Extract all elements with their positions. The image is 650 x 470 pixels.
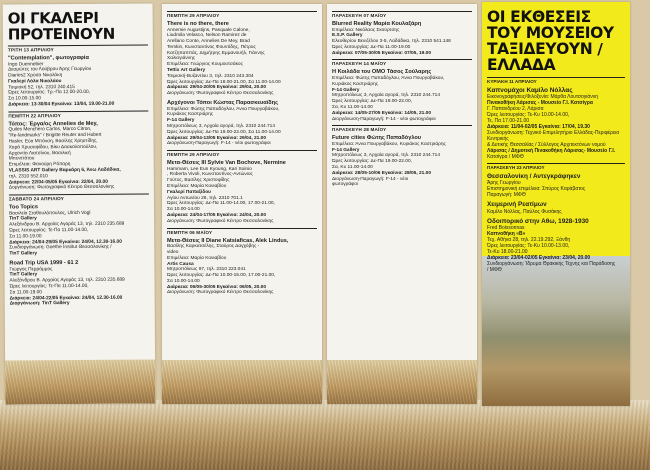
date-section bbox=[332, 11, 472, 56]
exhibition-detail: Μητροπόλεως 3, Αρχαία αγορά, τηλ. 2310 244.714 bbox=[332, 153, 441, 159]
exhibition-detail: F-14 Gallery bbox=[332, 87, 360, 93]
exhibition-detail: Διοργάνωση-Παραγωγή: F-14 - νέοι φωτογράφοι bbox=[332, 116, 436, 122]
date-section bbox=[8, 45, 148, 109]
exhibition-detail: Ώρες λειτουργίας: Τε-Κυ 10.00-14.00, bbox=[487, 112, 570, 119]
date-header: ΠΕΜΠΤΗ 29 ΑΠΡΙΛΙΟΥ bbox=[167, 11, 317, 18]
exhibition-detail: φωτογράφοι bbox=[332, 182, 359, 188]
exhibition-detail: Διάρκεια: 14/05-27/05 Εγκαίνια: 14/05, 21.00 bbox=[332, 110, 432, 116]
exhibition-detail: Σα, Κυ 11.00-14.00 bbox=[332, 165, 373, 171]
exhibition-detail: Δοργάνωση: Φωτογραφικό Κέντρο Θεσσαλονίκης bbox=[8, 185, 115, 191]
exhibition-detail: Διάρκεια: 22/04-05/05 Εγκαίνια: 22/04, 20.00 bbox=[8, 179, 108, 186]
exhibition-detail: Διάρκεια: 28/05-10/06 Εγκαίνια: 28/05, 21.00 bbox=[332, 170, 432, 176]
panel-1-content bbox=[3, 3, 155, 311]
exhibition-detail: Σα 10.00-14.00 bbox=[167, 278, 200, 284]
exhibition-title: Χειμερινή Ρεατίμων bbox=[487, 201, 547, 209]
panel-april-may-exhibitions bbox=[162, 4, 322, 404]
exhibition-detail: Επιμέλεια: Φώτης Παπαδόγλου, Άννα Πουργαβάκου, bbox=[167, 106, 280, 112]
exhibition-detail: Διοργάνωση: Φωτογραφικό Κέντρο Θεσσαλονίκης bbox=[167, 91, 274, 97]
panel-title-line: ΕΛΛΑΔΑ bbox=[487, 56, 556, 74]
exhibition-detail: Ώρες λειτουργίας: Τρ.-Πα 12.00-20.00, bbox=[8, 90, 91, 96]
panel-title-line: ΟΙ ΓΚΑΛΕΡΙ bbox=[7, 8, 99, 28]
exhibition-title: Future cities Φώτης Παπαδόγλου bbox=[332, 135, 422, 142]
exhibition-detail: Επιμέλεια: Μαρία Κονιαβίου bbox=[167, 184, 227, 190]
exhibition-detail: Διάρκεια: 24/04-22/05 Εγκαίνια: 24/04, 12.30-16.00 bbox=[9, 295, 123, 301]
exhibition-title: Too Topics bbox=[9, 204, 39, 211]
exhibition-detail: Δεσμώτες του Λούβρου Άρης Γεωργίου bbox=[8, 67, 92, 73]
exhibition-detail: Επιμέλεια: Νικόλαος Σκούρτσης bbox=[332, 27, 400, 33]
exhibition-detail: Επιμέλεια: Φανούρη Ρόπαρη bbox=[8, 162, 71, 168]
exhibition-entry bbox=[332, 135, 472, 188]
exhibition-detail: Λάρισας / Δημοτική Πινακοθήκη Λάρισας- Μουσείο Γ.Ι. bbox=[487, 148, 616, 155]
panel-3-content bbox=[327, 4, 477, 192]
exhibition-entry bbox=[167, 21, 317, 97]
exhibition-detail: Διάρκεια: 06/05-30/05 Εγκαίνια: 06/05, 20.00 bbox=[167, 284, 267, 290]
exhibition-detail: Αρχοντία Λιατσίνου, Βασιλική bbox=[8, 150, 71, 157]
date-section bbox=[487, 163, 625, 273]
exhibition-title: There is no there, there bbox=[167, 21, 229, 27]
exhibition-entry bbox=[332, 21, 472, 56]
exhibition-title: Οδοιπορικό στην Αθω, 1928-1930 bbox=[487, 217, 589, 225]
exhibition-entry bbox=[9, 204, 149, 258]
exhibition-detail: Μπενετάτου bbox=[8, 156, 35, 162]
exhibition-detail: Τσιμισκή 52, τηλ. 2310 240.415 bbox=[8, 84, 75, 91]
exhibition-detail: Γιώργος Περράμμος bbox=[9, 266, 53, 273]
exhibition-detail: Γκαλερί Λόλα Νικολάου bbox=[8, 79, 62, 85]
exhibition-entry bbox=[8, 120, 148, 191]
exhibition-detail: Ώρες λειτουργίας: Δε-Πα 10.00-15.00, 17.00-21.00, bbox=[167, 273, 276, 279]
exhibition-entry bbox=[167, 160, 317, 224]
panel-galleries-recommend bbox=[3, 3, 156, 404]
exhibition-detail: Παραγωγή: ΜΦΘ bbox=[487, 192, 526, 199]
wheat-photo-strip bbox=[5, 359, 155, 404]
exhibition-detail: Βασιλεία Σταθουλόπουλος, Ulrich Vogl bbox=[9, 210, 91, 217]
wheat-photo-strip bbox=[327, 360, 477, 404]
exhibition-detail: Διάρκεια: 23/04-02/05 Εγκαίνια: 23/04, 20.00 bbox=[487, 254, 591, 261]
date-section bbox=[487, 77, 625, 160]
date-header: ΠΕΜΠΤΗ 06 ΜΑΪΟΥ bbox=[167, 228, 317, 235]
exhibition-detail: Επιμέλεια: Άννα Πουργαβάκου, Κυριάκος Καστριάρης bbox=[332, 141, 446, 147]
date-header: ΠΕΜΠΤΗ 22 ΑΠΡΙΛΙΟΥ bbox=[8, 110, 148, 118]
exhibition-title: Μετα-Θέσεις III Sylvie Van Bochove, Nermine bbox=[167, 160, 286, 167]
exhibition-detail: Ώρες λειτουργίας: Τε-Κυ 10.00-13.00, bbox=[487, 242, 570, 249]
exhibition-detail: TinT Gallery bbox=[9, 251, 38, 257]
exhibition-title: Road Trip USA 1999 - 61 2 bbox=[9, 260, 79, 267]
exhibition-detail: Καμίλο Νόλλας, Παύλος Φυσάκης bbox=[487, 208, 562, 215]
exhibition-detail: Γ. Παπανδρέου 2, Λάρισα bbox=[487, 106, 544, 113]
exhibition-detail: Ώρες λειτουργίας: Δε-Πα 19.00-22.00, bbox=[332, 99, 412, 105]
exhibition-detail: Κατσίγρα / ΜΦΘ bbox=[487, 154, 524, 161]
exhibition-detail: Επιμέλεια: Γεώργιος Κουμουτσάκος bbox=[167, 62, 243, 68]
exhibition-detail: VLASSIS ART Gallery Βαρκάρη 6, Άνω Λαδάδικα, bbox=[8, 167, 121, 174]
exhibition-detail: Συνδιοργάνωση: Ίδρυμα Θρακικής Τέχνης και Παράδοσης bbox=[487, 260, 616, 267]
panel-title bbox=[8, 10, 148, 43]
exhibition-detail: Αλεξάνδρου Β. Αρχαίας Αγοράς 13, τηλ. 2310 235.689 bbox=[9, 221, 125, 228]
exhibition-title: Blurred Reality Μαρία Κουλαξάρη bbox=[332, 21, 422, 27]
exhibition-entry bbox=[487, 218, 625, 273]
exhibition-detail: Fred Boissonnas bbox=[487, 224, 525, 231]
date-section bbox=[8, 110, 149, 191]
exhibition-detail: Αλεξάνδρου Β. Αρχαίας Αγοράς 13, τηλ. 2310 235.689 bbox=[9, 277, 125, 284]
exhibition-entry bbox=[9, 260, 149, 308]
exhibition-detail: τηλ. 2310 552.010 bbox=[8, 173, 48, 180]
exhibition-entry bbox=[332, 69, 472, 122]
exhibition-detail: Μητροπόλεως 97, τηλ. 2310 223.041 bbox=[167, 267, 246, 273]
exhibition-detail: Χαλιογιάννης bbox=[167, 56, 196, 62]
exhibition-title: Αρχέγονοι Τόποι Κώστας Παρασκευαϊδης bbox=[167, 100, 278, 107]
exhibition-detail: Τε, Πα 17.00-21.00 bbox=[487, 118, 530, 125]
exhibition-detail: Ώρες λειτουργίας: Τε-Πα 11.00-14.00, bbox=[9, 283, 89, 290]
date-section bbox=[332, 59, 472, 122]
exhibition-detail: Συνδιοργάνωση: Τεχνικό Επιμελητήριο Ελλάδας-Περιφέρεια Κεντρικής bbox=[487, 130, 620, 143]
exhibition-detail: Annemie Augustijns, Pasquale Calone, bbox=[167, 27, 250, 33]
background-wheat-field bbox=[0, 400, 650, 470]
panel-title-line: ΠΡΟΤΕΙΝΟΥΝ bbox=[7, 24, 115, 44]
exhibition-detail: Διάρκεια: 24/04-29/05 Εγκαίνια: 24/04, 12.30-16.00 bbox=[9, 239, 122, 246]
exhibition-detail: Tettix Art Gallery bbox=[167, 68, 206, 74]
exhibition-detail: Τε-Κυ 18.00-21.00 bbox=[487, 248, 528, 255]
date-section bbox=[167, 150, 317, 224]
panel-2-content bbox=[162, 4, 322, 300]
panel-title-line: ΤΑΞΙΔΕΥΟΥΝ / bbox=[487, 40, 603, 58]
exhibition-detail: Διάρκεια: 24/04-17/05 Εγκαίνια: 24/04, 20.00 bbox=[167, 213, 267, 219]
exhibition-detail: Ingo Duennebier bbox=[8, 61, 44, 67]
panel-4-content bbox=[482, 2, 630, 277]
exhibition-detail: Επιμέλεια: Φώτης Παπαδόγλου, Άννα Πουργαβάκου, bbox=[332, 75, 445, 81]
exhibition-detail: E.S.P. Gallery bbox=[332, 33, 363, 39]
exhibition-entry bbox=[487, 87, 625, 160]
date-section bbox=[167, 228, 317, 297]
date-header: ΠΑΡΑΣΚΕΥΗ 14 ΜΑΪΟΥ bbox=[332, 59, 472, 66]
exhibition-title: Μετα-Θέσεις II Diane Katsiaficas, Alek Lindus, bbox=[167, 237, 289, 244]
exhibition-detail: Σα 10.00-15.00 bbox=[8, 96, 41, 102]
exhibition-detail: Ώρες λειτουργίας: Δε-Πα 19.00-22.00, Σα 11.00-14.00 bbox=[167, 129, 281, 135]
exhibition-detail: Διοργάνωση: Φωτογραφικό Κέντρο Θεσσαλονίκης bbox=[167, 218, 274, 224]
exhibition-detail: Artis Causa bbox=[167, 261, 194, 267]
date-section bbox=[9, 194, 150, 308]
exhibition-detail: Επιστημονική επιμέλεια: Σπύρος Καράβατος bbox=[487, 186, 586, 193]
exhibition-entry bbox=[167, 238, 317, 297]
exhibition-detail: Χαρά Χρυσαφίδου, Βίκυ Δασκαλοπούλου, bbox=[8, 144, 98, 151]
exhibition-detail: Διάρκεια: 29/04-13/05 Εγκαίνια: 29/04, 21.00 bbox=[167, 135, 267, 141]
exhibition-detail: Τσιμισκή-Βυζαντίου 3, τηλ. 2310 243.304 bbox=[167, 73, 254, 79]
exhibition-detail: Ώρες λειτουργίας: Δε-Πα 18.00-21.00, Σα 11.00-14.00 bbox=[167, 79, 281, 85]
exhibition-detail: Διοργάνωση: TinT Gallery bbox=[9, 301, 70, 307]
panel-title bbox=[487, 9, 625, 73]
date-header: ΠΕΜΠΤΗ 29 ΑΠΡΙΛΙΟΥ bbox=[167, 150, 317, 157]
exhibition-detail: Συνδιοργάνωση: Goethe Institut Θεσσαλονίκης / bbox=[9, 245, 112, 251]
panel-traveling-exhibitions bbox=[482, 2, 630, 406]
exhibition-detail: Καπνοθήκη «Β» bbox=[487, 230, 526, 237]
exhibition-title: Η Κοιλάδα του ΟΜΟ Τάσος Σούλαρης bbox=[332, 69, 432, 76]
date-header: ΠΑΡΑΣΚΕΥΗ 28 ΜΑΪΟΥ bbox=[332, 125, 472, 132]
date-header: ΣΑΒΒΑΤΟ 24 ΑΠΡΙΛΙΟΥ bbox=[9, 194, 149, 202]
exhibition-detail: F-14 Gallery bbox=[332, 147, 360, 153]
exhibition-detail: Διάρκεια: 13-30/04 Εγκαίνια: 13/04, 19.00-21.00 bbox=[8, 101, 115, 108]
exhibition-detail: , Roberta Vivoli, Κωνσταντίνος-Αντώνιος bbox=[167, 172, 253, 178]
exhibition-detail: Liudmila Velasco, Nelson Ramirez de bbox=[167, 33, 247, 39]
panel-may-exhibitions bbox=[327, 4, 477, 404]
exhibition-title: "Contemplation", φωτογραφία bbox=[7, 54, 89, 62]
wheat-photo-strip bbox=[162, 360, 322, 404]
exhibition-detail: Κυριάκος Καστριάρης bbox=[167, 112, 214, 118]
exhibition-entry bbox=[8, 55, 148, 109]
exhibition-detail: Σα, Κυ 11.00-14.00 bbox=[332, 104, 373, 110]
date-header: ΤΡΙΤΗ 13 ΑΠΡΙΛΙΟΥ bbox=[8, 45, 148, 53]
exhibition-detail: Τεχ. Αθήνα 28, τηλ. 22.19.292, Ξάνθη bbox=[487, 236, 571, 243]
exhibition-detail: Αγίου Αντωνίου 26, τηλ. 2310 701.1 bbox=[167, 195, 243, 201]
exhibition-detail: Άρης Γεωργίου bbox=[487, 180, 521, 187]
exhibition-detail: Διοργάνωση-Παραγωγή: F-14 - νέοι φωτογράφοι bbox=[167, 141, 271, 147]
exhibition-detail: Εικονογραφήσεις/Φιλοξενία: Μάρθα Λουτσογιάννη bbox=[487, 94, 599, 101]
exhibition-detail: Διάρκεια: 07/05-30/05 Εγκαίνια: 07/05, 19.00 bbox=[332, 50, 432, 56]
exhibition-title: Θεσσαλονίκη / Αντεγκράφηκεν bbox=[487, 173, 581, 181]
exhibition-title: Τόπος: Έργα/ος Annelies de Mey, bbox=[8, 120, 98, 128]
exhibition-detail: Diaries2 Χρύσα Νικολάκη bbox=[8, 73, 63, 79]
exhibition-detail: / ΜΦΘ bbox=[487, 266, 502, 273]
exhibition-detail: Hasler, Εύα Μπόνση, Βασίλης Χρηστίδης, bbox=[8, 138, 98, 145]
exhibition-detail: Ελευθερίου Βενιζέλου 3-5, Λαδάδικα, τηλ. 2310 541.148 bbox=[332, 39, 451, 45]
exhibition-detail: Σα 10.00-14.00 bbox=[167, 207, 200, 213]
exhibition-detail: Γκαλερί Παπαξίδου bbox=[167, 189, 211, 195]
exhibition-detail: Temkin, Κωνσταντίνος Φουντίδης, Πέτρος bbox=[167, 44, 256, 50]
exhibition-detail: Σα 11.00-19.00 bbox=[9, 234, 42, 240]
date-section bbox=[332, 125, 472, 188]
exhibition-detail: Arellano Conte, Annelies De Mey, Brad bbox=[167, 39, 250, 45]
exhibition-detail: Διοργάνωση-Παραγωγή: F-14 - νέοι bbox=[332, 176, 409, 182]
exhibition-detail: TinT Gallery bbox=[9, 272, 38, 278]
exhibition-detail: Ώρες λειτουργίας: Δε-Πα 11.00-19.00 bbox=[332, 44, 411, 50]
exhibition-entry bbox=[487, 201, 625, 214]
exhibition-detail: Hammam, Lee Eun Kyoung, Kari Soinio bbox=[167, 166, 252, 172]
exhibition-detail: Διάρκεια: 29/04-20/05 Εγκαίνια: 29/04, 20.00 bbox=[167, 85, 267, 91]
exhibition-detail: Κυριάκος Καστριάρης bbox=[332, 81, 379, 87]
panel-title-line: ΟΙ ΕΚΘΕΣΕΙΣ bbox=[487, 8, 591, 26]
panel-title-line: ΤΟΥ ΜΟΥΣΕΙΟΥ bbox=[487, 24, 614, 42]
exhibition-detail: TinT Gallery bbox=[9, 216, 37, 222]
exhibition-entry bbox=[167, 100, 317, 147]
exhibition-detail: Μητροπόλεως 3, Αρχαία αγορά, τηλ. 2310 244.714 bbox=[332, 93, 441, 99]
exhibition-entry bbox=[487, 173, 625, 198]
exhibition-detail: Κατζηπαππάς, Δημήτρης Εμμανουήλ, Γιάννης bbox=[167, 50, 265, 56]
exhibition-detail: & Δυτικής Θεσσαλίας / Σύλλογος Αρχιτεκτόνων νομού bbox=[487, 142, 606, 149]
date-section bbox=[167, 11, 317, 147]
exhibition-detail: Ώρες λειτουργίας: Τε-Πα 11.00-14.00, bbox=[9, 227, 89, 234]
exhibition-detail: Γούτος, Βασίλης Χριστοφίδης bbox=[167, 178, 230, 184]
exhibition-detail: F-14 Gallery bbox=[167, 118, 195, 124]
exhibition-detail: Επιμέλεια: Μαρία Κονιαβίου bbox=[167, 255, 227, 261]
exhibition-detail: Βασίλης Καρκατσέλης, Σταύρος Δαγχόβης - bbox=[167, 244, 260, 250]
exhibition-detail: Μητροπόλεως 3, Αρχαία αγορά, τηλ. 2310 244.714 bbox=[167, 123, 276, 129]
exhibition-detail: Quiles Menchero Carlos, Marco Citron, bbox=[8, 127, 92, 133]
exhibition-detail: "Re-landmarks" / Brigitte Reuter and Hubert bbox=[8, 133, 102, 139]
exhibition-detail: Σα 11.00-19.00 bbox=[9, 289, 42, 296]
date-header: ΠΑΡΑΣΚΕΥΗ 07 ΜΑΪΟΥ bbox=[332, 11, 472, 18]
date-header: ΠΑΡΑΣΚΕΥΗ 23 ΑΠΡΙΛΙΟΥ bbox=[487, 163, 625, 170]
exhibition-detail: Ώρες λειτουργίας: Δε-Πα 19.00-22.00, bbox=[332, 159, 412, 165]
exhibition-detail: Διοργάνωση: Φωτογραφικό Κέντρο Θεσσαλονίκης bbox=[167, 290, 274, 296]
exhibition-detail: Διάρκεια: 11/04-02/05 Εγκαίνια: 17/04, 19.30 bbox=[487, 124, 590, 131]
landscape-photo bbox=[482, 256, 630, 406]
exhibition-detail: Ώρες λειτουργίας: Δε-Πα 11.00-14.00, 17.00-21.00, bbox=[167, 201, 275, 207]
exhibition-title: Καπνομάχοι Καμίλο Νόλλας bbox=[487, 87, 573, 94]
date-header: ΚΥΡΙΑΚΗ 11 ΑΠΡΙΛΙΟΥ bbox=[487, 77, 625, 84]
exhibition-detail: video bbox=[167, 249, 179, 255]
exhibition-detail: Πινακοθήκη Λάρισας - Μουσείο Γ.Ι. Κατσίγρα bbox=[487, 100, 593, 107]
